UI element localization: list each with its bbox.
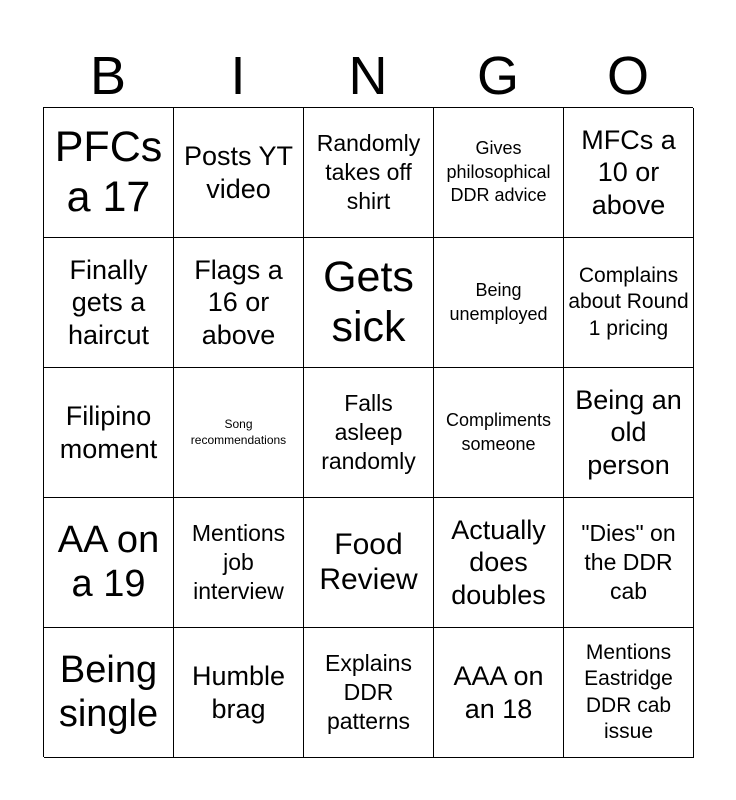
cell-text: Complains about Round 1 pricing <box>568 264 689 340</box>
bingo-cell[interactable] <box>174 368 304 498</box>
cell-text: Gives philosophical DDR advice <box>446 138 551 206</box>
cell-text: Being an old person <box>575 384 682 480</box>
cell-text: Being unemployed <box>449 280 548 324</box>
bingo-cell[interactable] <box>44 108 174 238</box>
cell-text: Compliments someone <box>445 410 552 454</box>
bingo-cell[interactable] <box>434 368 564 498</box>
header-letter-n: N <box>348 46 388 106</box>
bingo-grid <box>43 107 693 757</box>
cell-text: "Dies" on the DDR cab <box>581 520 676 604</box>
bingo-cell[interactable] <box>174 498 304 628</box>
bingo-cell[interactable] <box>304 498 434 628</box>
header-letter-b: B <box>89 46 127 106</box>
bingo-cell[interactable] <box>434 628 564 758</box>
cell-text: Mentions job interview <box>191 520 286 604</box>
bingo-cell[interactable] <box>304 108 434 238</box>
cell-text: Humble brag <box>191 661 286 724</box>
bingo-cell[interactable] <box>564 628 694 758</box>
bingo-cell[interactable] <box>304 238 434 368</box>
bingo-cell[interactable] <box>564 368 694 498</box>
cell-text: Food Review <box>319 528 418 596</box>
bingo-cell[interactable] <box>434 108 564 238</box>
cell-text: Falls asleep randomly <box>321 390 416 474</box>
cell-text: Filipino moment <box>59 401 158 464</box>
bingo-cell[interactable] <box>174 628 304 758</box>
bingo-cell[interactable] <box>44 628 174 758</box>
cell-text: PFCs a 17 <box>54 123 163 221</box>
bingo-cell[interactable] <box>174 108 304 238</box>
cell-text: Flags a 16 or above <box>194 254 283 350</box>
cell-text: AAA on an 18 <box>453 661 544 724</box>
bingo-cell[interactable] <box>174 238 304 368</box>
bingo-cell[interactable] <box>564 108 694 238</box>
cell-text: Finally gets a haircut <box>67 254 150 350</box>
header-letter-g: G <box>476 46 519 106</box>
cell-text: Song recommendations <box>190 416 287 447</box>
bingo-cell[interactable] <box>304 368 434 498</box>
cell-text: Being single <box>58 648 159 735</box>
bingo-cell[interactable] <box>44 238 174 368</box>
cell-text: Actually does doubles <box>451 514 546 610</box>
bingo-cell[interactable] <box>304 628 434 758</box>
bingo-cell[interactable] <box>564 238 694 368</box>
cell-text: Mentions Eastridge DDR cab issue <box>584 641 673 743</box>
bingo-header <box>43 46 693 106</box>
cell-text: Posts YT video <box>183 141 294 204</box>
cell-text: MFCs a 10 or above <box>581 124 676 220</box>
bingo-cell[interactable] <box>434 238 564 368</box>
bingo-cell[interactable] <box>564 498 694 628</box>
bingo-cell[interactable] <box>44 368 174 498</box>
bingo-cell[interactable] <box>44 498 174 628</box>
bingo-cell[interactable] <box>434 498 564 628</box>
cell-text: Randomly takes off shirt <box>316 130 421 214</box>
cell-text: Explains DDR patterns <box>325 650 412 734</box>
header-letter-o: O <box>606 46 649 106</box>
cell-text: AA on a 19 <box>57 518 160 605</box>
cell-text: Gets sick <box>323 253 414 351</box>
header-letter-i: I <box>230 46 246 106</box>
